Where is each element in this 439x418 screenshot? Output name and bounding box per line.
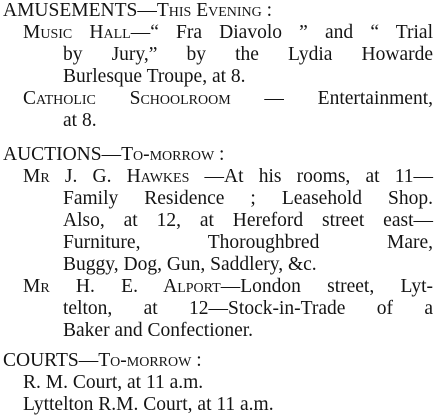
entry-line: telton, at 12—Stock-in-Trade of a <box>63 298 433 319</box>
courts-heading-sub: To-morrow : <box>98 350 202 371</box>
auction-entry-alport <box>23 276 439 342</box>
auctions-section <box>3 144 439 342</box>
entry-line <box>23 88 439 110</box>
entry-line: Also, at 12, at Hereford street east— <box>63 210 433 231</box>
venue-name: Catholic Schoolroom <box>23 88 231 109</box>
amusements-heading <box>3 0 439 22</box>
entry-line: by Jury,” by the Lydia Howarde <box>63 44 433 65</box>
entry-line: at 8. <box>63 110 97 131</box>
entry-line: Baker and Confectioner. <box>63 320 254 341</box>
auctions-heading-main: AUCTIONS— <box>3 144 122 165</box>
courts-heading <box>3 350 439 372</box>
entry-line: Family Residence ; Leasehold Shop. <box>63 188 433 209</box>
courts-section <box>3 350 439 416</box>
amusements-section <box>3 0 439 132</box>
entry-line: Buggy, Dog, Gun, Saddlery, &c. <box>63 254 317 275</box>
entry-line: Furniture, Thoroughbred Mare, <box>63 232 433 253</box>
amusements-heading-main: AMUSEMENTS— <box>3 0 157 21</box>
auction-entry-hawkes <box>23 166 439 276</box>
amusements-heading-sub: This Evening : <box>156 0 273 21</box>
entry-line <box>23 166 439 188</box>
court-entry: Lyttelton R.M. Court, at 11 a.m. <box>23 394 274 415</box>
amusement-entry-music-hall <box>23 22 439 88</box>
entry-text: — Entertainment, <box>230 88 433 109</box>
entry-text: —London street, Lyt- <box>220 276 433 297</box>
auctions-heading-sub: To-morrow : <box>121 144 225 165</box>
venue-name: Music Hall <box>23 22 131 43</box>
auctions-heading <box>3 144 439 166</box>
entry-line: Burlesque Troupe, at 8. <box>63 66 246 87</box>
entry-text: —At his rooms, at 11— <box>189 166 433 187</box>
amusement-entry-catholic-schoolroom <box>23 88 439 132</box>
auctioneer-name: Mr J. G. Hawkes <box>23 166 190 187</box>
entry-line <box>23 22 439 44</box>
entry-text: —“ Fra Diavolo ” and “ Trial <box>130 22 434 43</box>
entry-line <box>23 276 439 298</box>
courts-heading-main: COURTS— <box>3 350 99 371</box>
auctioneer-name: Mr H. E. Alport <box>23 276 221 297</box>
court-entry: R. M. Court, at 11 a.m. <box>23 372 204 393</box>
